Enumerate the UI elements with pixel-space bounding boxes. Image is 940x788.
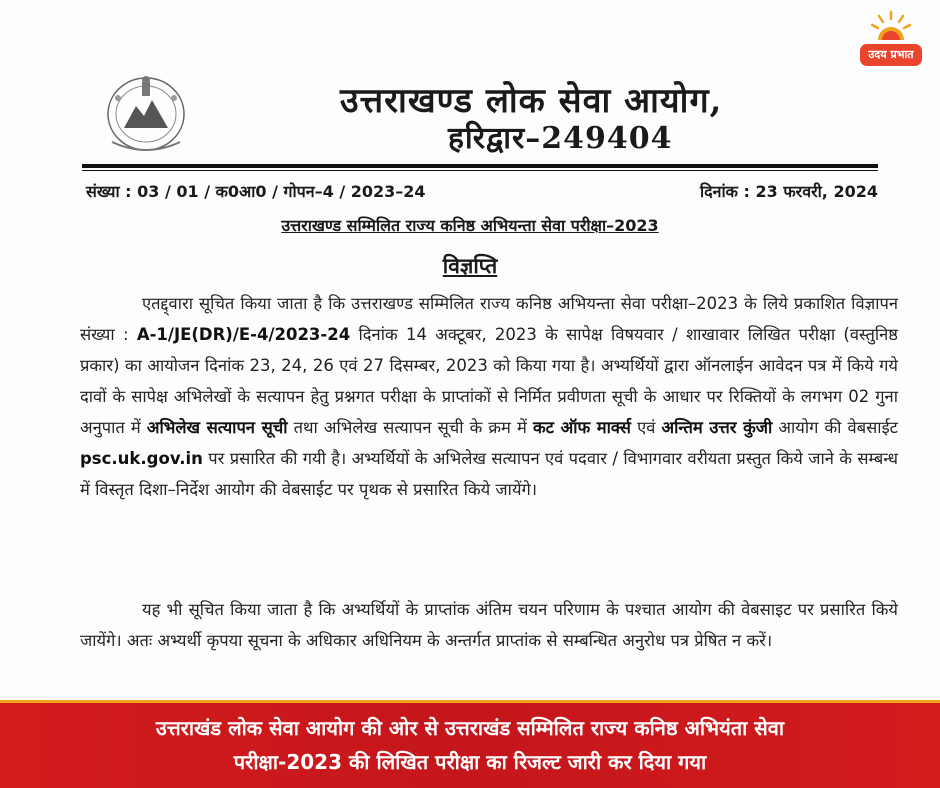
header-divider-thin <box>82 170 878 171</box>
brand-logo[interactable] <box>856 10 926 68</box>
reference-number: संख्या : 03 / 01 / क0आ0 / गोपन–4 / 2023–24 <box>86 182 426 201</box>
paragraph-text: आयोग की वेबसाईट <box>772 418 899 437</box>
advertisement-number: A-1/JE(DR)/E-4/2023-24 <box>136 325 351 344</box>
paragraph-text: तथा अभिलेख सत्यापन सूची के क्रम में <box>287 418 533 437</box>
caption-line-1: उत्तराखंड लोक सेवा आयोग की ओर से उत्तराखंड सम्मिलित राज्य कनिष्ठ अभियंता सेवा <box>155 716 785 740</box>
header-divider <box>82 164 878 168</box>
organization-name: उत्तराखण्ड लोक सेवा आयोग, <box>340 81 723 121</box>
exam-title: उत्तराखण्ड सम्मिलित राज्य कनिष्ठ अभियन्ता सेवा परीक्षा–2023 <box>281 216 659 235</box>
state-emblem-icon <box>98 72 194 154</box>
caption-line-2: परीक्षा-2023 की लिखित परीक्षा का रिजल्ट जारी कर दिया गया <box>233 750 707 774</box>
website-link[interactable]: psc.uk.gov.in <box>80 449 203 468</box>
organization-city: हरिद्वार–249404 <box>448 121 673 156</box>
caption-text <box>30 711 910 779</box>
rising-sun-icon <box>870 10 912 44</box>
paragraph-text: दिनांक 14 अक्टूबर, 2023 के सापेक्ष विषयवार / शाखावार लिखित परीक्षा (वस्तुनिष्ठ प्रकार) का आयोजन दिनांक 23, 24, 26 एवं 27 दिसम्बर, 2023 को किया गया है। अभ्यर्थियों द्वारा ऑनलाईन आवेदन पत्र में किये गये दावों के सापेक्ष अभिलेखों के सत्यापन हेतु प्रश्नगत परीक्षा के प्राप्तांकों से निर्मित प्रवीणता सूची के आधार पर रिक्तियों के लगभग 02 गुना अनुपात में <box>80 325 899 437</box>
cutoff-marks-term: कट ऑफ मार्क्स <box>532 418 631 437</box>
notice-paragraph-1 <box>80 288 898 505</box>
news-caption-banner <box>0 700 940 788</box>
reference-date: दिनांक : 23 फरवरी, 2024 <box>700 182 878 201</box>
notice-heading: विज्ञप्ति <box>442 254 498 278</box>
paragraph-text: एतद्द्वारा सूचित किया जाता है कि उत्तराखण्ड सम्मिलित राज्य कनिष्ठ अभियन्ता सेवा परीक्षा–2023 के लिये प्रकाशित विज्ञापन संख्या : <box>80 294 898 344</box>
brand-name: उदय प्रभात <box>860 44 922 66</box>
paragraph-text: पर प्रसारित की गयी है। अभ्यर्थियों के अभिलेख सत्यापन एवं पदवार / विभागवार वरीयता प्रस्तुत किये जाने के सम्बन्ध में विस्तृत दिशा–निर्देश आयोग की वेबसाईट पर पृथक से प्रसारित किये जायेंगे। <box>80 449 898 499</box>
notice-paragraph-2: यह भी सूचित किया जाता है कि अभ्यर्थियों के प्राप्तांक अंतिम चयन परिणाम के पश्चात आयोग की वेबसाइट पर प्रसारित किये जायेंगे। अतः अभ्यर्थी कृपया सूचना के अधिकार अधिनियम के अन्तर्गत प्राप्तांक से सम्बन्धित अनुरोध पत्र प्रेषित न करें। <box>80 600 898 650</box>
paragraph-text: एवं <box>630 418 662 437</box>
verification-list-term: अभिलेख सत्यापन सूची <box>146 418 288 437</box>
final-answer-key-term: अन्तिम उत्तर कुंजी <box>661 418 773 437</box>
